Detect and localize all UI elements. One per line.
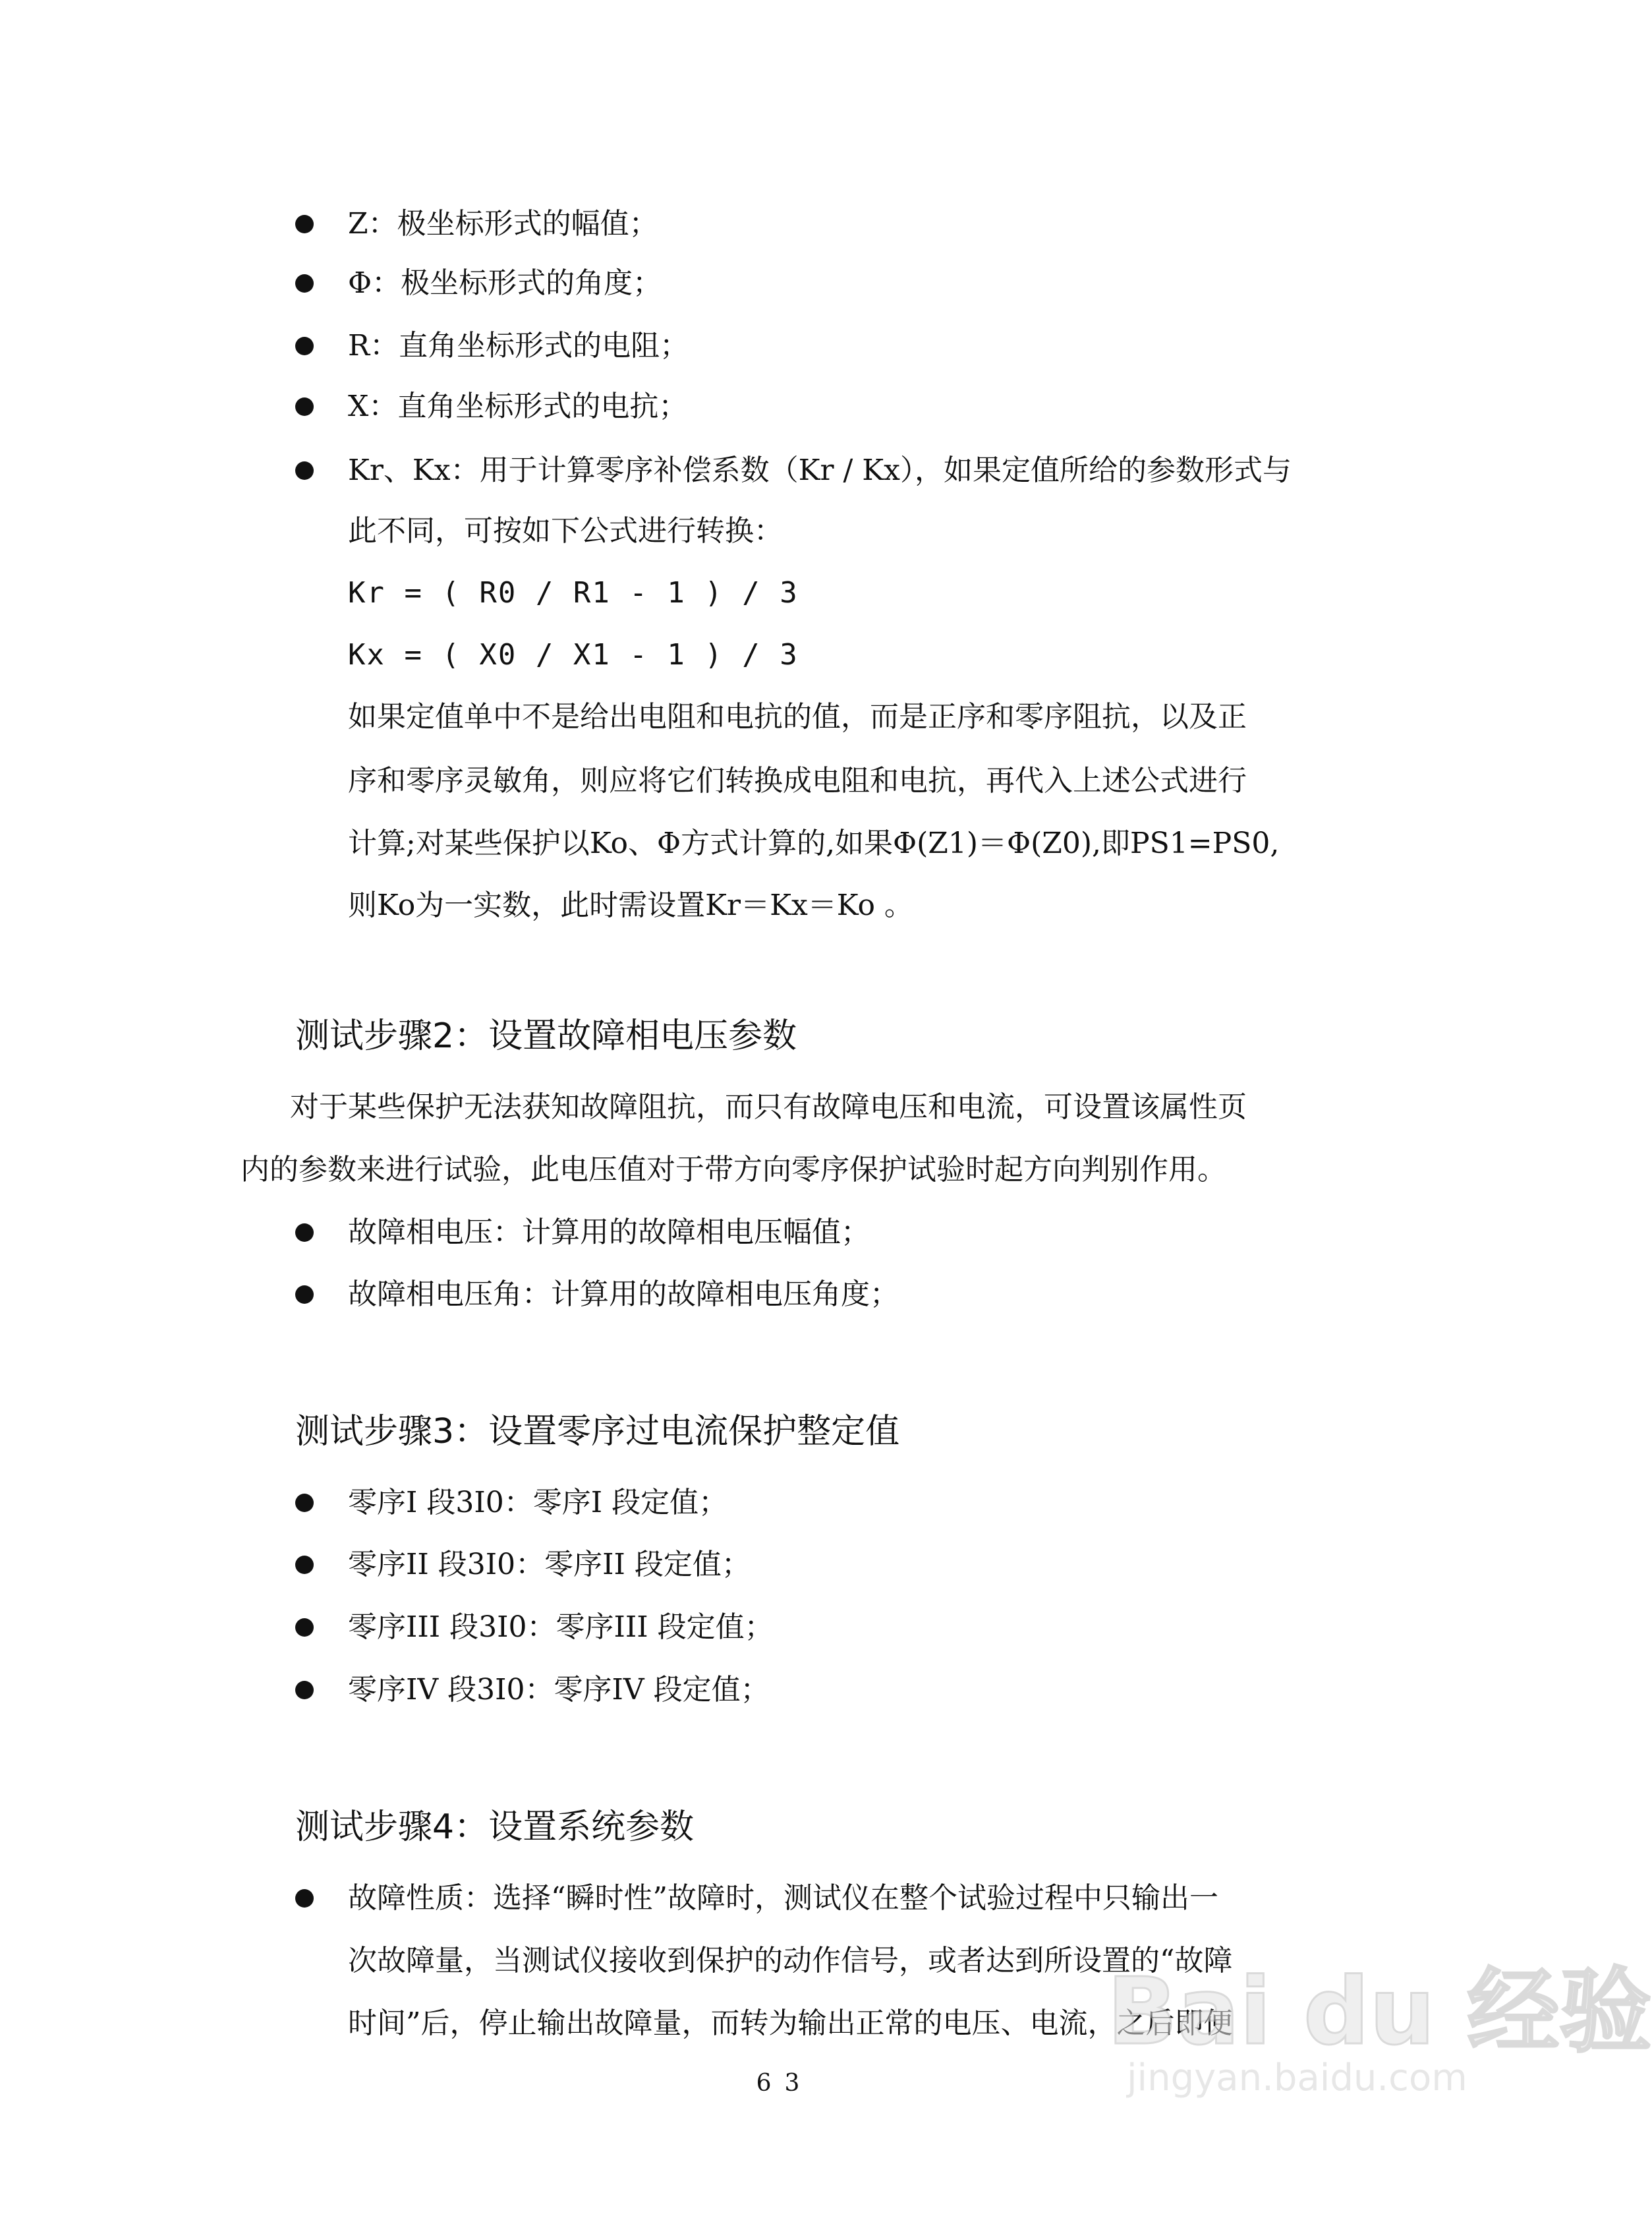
bullet-dot-icon <box>295 397 314 416</box>
kr-kx-continuation: 此不同，可按如下公式进行转换： <box>348 514 783 548</box>
bullet-text: 故障相电压：计算用的故障相电压幅值； <box>348 1215 870 1249</box>
bullet-dot-icon <box>295 1556 314 1574</box>
bullet-text: 零序IV 段3I0：零序IV 段定值； <box>348 1673 770 1707</box>
section-heading-step3: 测试步骤3：设置零序过电流保护整定值 <box>295 1412 900 1451</box>
bullet-text: 零序III 段3I0：零序III 段定值； <box>348 1610 774 1644</box>
bullet-dot-icon <box>295 1681 314 1699</box>
bullet-item-zero-seq-iii <box>295 1609 774 1646</box>
watermark-logo-text: Bai du 经验 <box>1107 1958 1652 2066</box>
paragraph-line: 计算;对某些保护以Ko、Φ方式计算的,如果Φ(Z1)＝Φ(Z0),即PS1=PS0, <box>348 827 1280 860</box>
bullet-item-fault-voltage-angle <box>295 1276 899 1313</box>
bullet-dot-icon <box>295 274 314 293</box>
bullet-text: R：直角坐标形式的电阻； <box>348 329 689 363</box>
paragraph-line: 则Ko为一实数，此时需设置Kr＝Kx＝Ko 。 <box>348 889 913 922</box>
bullet-dot-icon <box>295 1889 314 1908</box>
section-heading-step2: 测试步骤2：设置故障相电压参数 <box>295 1016 797 1056</box>
formula-kx: Kx = ( X0 / X1 - 1 ) / 3 <box>348 638 799 672</box>
bullet-text: Z：极坐标形式的幅值； <box>348 207 658 241</box>
bullet-dot-icon <box>295 337 314 355</box>
bullet-item-zero-seq-i <box>295 1484 727 1521</box>
bullet-dot-icon <box>295 1618 314 1637</box>
bullet-dot-icon <box>295 215 314 233</box>
bullet-text: 故障相电压角：计算用的故障相电压角度； <box>348 1277 899 1311</box>
bullet-dot-icon <box>295 1494 314 1512</box>
bullet-dot-icon <box>295 1285 314 1304</box>
bullet-item-zero-seq-iv <box>295 1672 770 1709</box>
bullet-item-r <box>295 328 689 365</box>
bullet-text: X：直角坐标形式的电抗； <box>348 390 688 423</box>
bullet-item-fault-nature <box>295 1880 1218 1917</box>
bullet-dot-icon <box>295 1223 314 1242</box>
page-number: 63 <box>756 2070 813 2097</box>
bullet-text: 零序I 段3I0：零序I 段定值； <box>348 1486 728 1519</box>
paragraph-line: 如果定值单中不是给出电阻和电抗的值，而是正序和零序阻抗，以及正 <box>348 700 1247 734</box>
bullet-item-fault-voltage <box>295 1214 870 1251</box>
bullet-text: 零序II 段3I0：零序II 段定值； <box>348 1548 751 1581</box>
paragraph-line: 时间”后，停止输出故障量，而转为输出正常的电压、电流，之后即便 <box>348 2006 1233 2040</box>
paragraph-line: 内的参数来进行试验，此电压值对于带方向零序保护试验时起方向判别作用。 <box>241 1153 1226 1186</box>
bullet-text: Φ：极坐标形式的角度； <box>348 266 662 300</box>
bullet-item-x <box>295 388 687 425</box>
paragraph-line: 次故障量，当测试仪接收到保护的动作信号，或者达到所设置的“故障 <box>348 1944 1233 1977</box>
bullet-text: Kr、Kx：用于计算零序补偿系数（Kr / Kx），如果定值所给的参数形式与 <box>348 453 1292 487</box>
section-heading-step4: 测试步骤4：设置系统参数 <box>295 1807 695 1847</box>
paragraph-line: 对于某些保护无法获知故障阻抗，而只有故障电压和电流，可设置该属性页 <box>290 1090 1247 1124</box>
bullet-item-kr-kx <box>295 452 1292 489</box>
formula-kr: Kr = ( R0 / R1 - 1 ) / 3 <box>348 576 799 610</box>
bullet-item-zero-seq-ii <box>295 1546 751 1583</box>
bullet-item-phi <box>295 265 662 302</box>
bullet-dot-icon <box>295 461 314 480</box>
bullet-text: 故障性质：选择“瞬时性”故障时，测试仪在整个试验过程中只输出一 <box>348 1881 1218 1915</box>
paragraph-line: 序和零序灵敏角，则应将它们转换成电阻和电抗，再代入上述公式进行 <box>348 764 1247 798</box>
watermark-url: jingyan.baidu.com <box>1127 2057 1467 2099</box>
bullet-item-z <box>295 206 658 243</box>
